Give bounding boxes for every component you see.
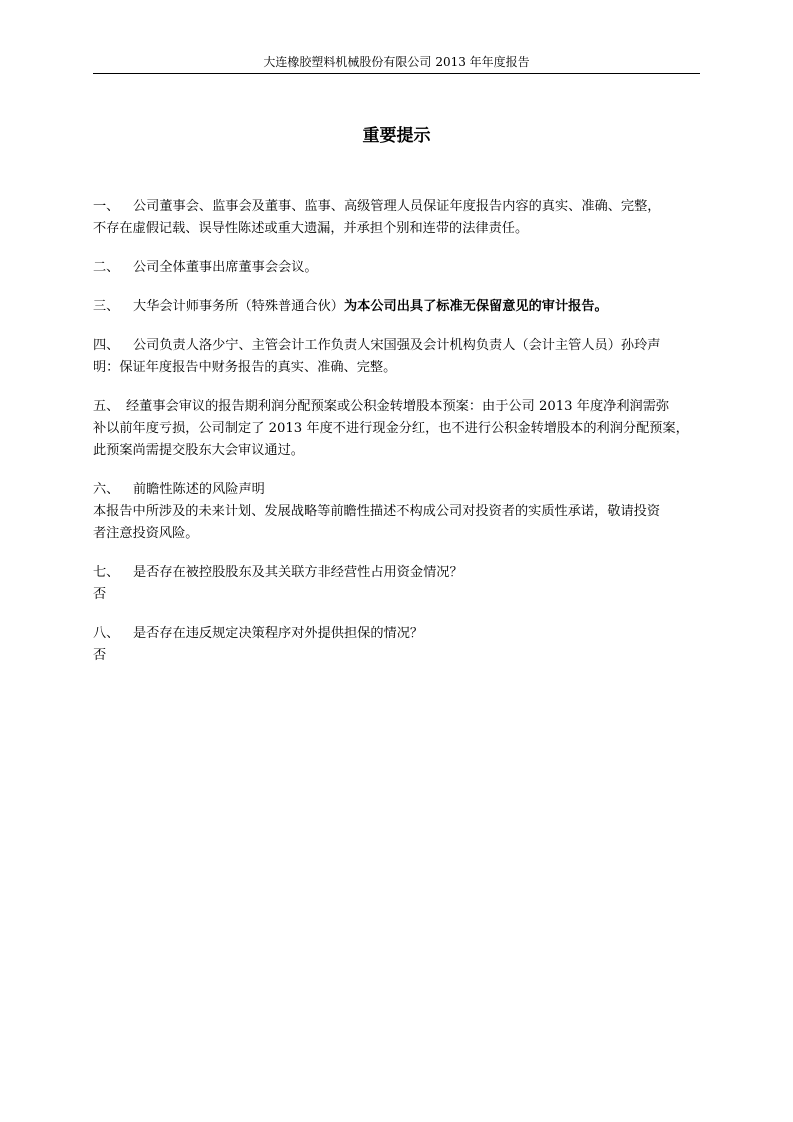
notice-item-7 <box>93 562 700 606</box>
item-text: 是否存在被控股股东及其关联方非经营性占用资金情况？ <box>133 565 463 580</box>
item-text-continued: 此预案尚需提交股东大会审议通过。 <box>93 443 304 458</box>
header-rule <box>93 73 700 74</box>
item-text-continued: 补以前年度亏损，公司制定了 2013 年度不进行现金分红，也不进行公积金转增股本的利润分配预案， <box>93 421 689 436</box>
page-header <box>93 54 700 70</box>
item-text-continued: 明：保证年度报告中财务报告的真实、准确、完整。 <box>93 360 397 375</box>
item-text: 经董事会审议的报告期利润分配预案或公积金转增股本预案：由于公司 2013 年度净利润需弥 <box>126 399 670 414</box>
item-text: 公司负责人洛少宁、主管会计工作负责人宋国强及会计机构负责人（会计主管人员）孙玲声 <box>133 338 661 353</box>
notice-list <box>93 196 700 684</box>
notice-item-2 <box>93 257 700 279</box>
item-number: 四、 <box>93 338 120 353</box>
item-answer: 否 <box>93 648 107 663</box>
item-text-continued: 不存在虚假记载、误导性陈述或重大遗漏，并承担个别和连带的法律责任。 <box>93 221 529 236</box>
notice-item-1 <box>93 196 700 240</box>
item-number: 七、 <box>93 565 120 580</box>
item-text-continued: 者注意投资风险。 <box>93 526 199 541</box>
item-number: 一、 <box>93 199 120 214</box>
item-number: 五、 <box>93 399 120 414</box>
header-report: 2013 年年度报告 <box>435 55 530 69</box>
notice-item-4 <box>93 335 700 379</box>
notice-item-3 <box>93 296 700 318</box>
item-answer: 否 <box>93 587 107 602</box>
item-text-continued: 本报告中所涉及的未来计划、发展战略等前瞻性描述不构成公司对投资者的实质性承诺，敬请投资 <box>93 504 661 519</box>
item-text: 公司董事会、监事会及董事、监事、高级管理人员保证年度报告内容的真实、准确、完整， <box>133 199 661 214</box>
notice-item-5 <box>93 396 700 462</box>
item-text: 公司全体董事出席董事会会议。 <box>133 260 318 275</box>
page-title: 重要提示 <box>362 126 431 146</box>
header-company: 大连橡胶塑料机械股份有限公司 <box>263 55 432 69</box>
item-text: 大华会计师事务所（特殊普通合伙） <box>133 299 344 314</box>
item-number: 二、 <box>93 260 120 275</box>
notice-item-8 <box>93 623 700 667</box>
item-text: 前瞻性陈述的风险声明 <box>133 482 265 497</box>
item-number: 三、 <box>93 299 120 314</box>
item-number: 八、 <box>93 626 120 641</box>
item-text: 是否存在违反规定决策程序对外提供担保的情况？ <box>133 626 424 641</box>
audit-opinion-text: 为本公司出具了标准无保留意见的审计报告。 <box>344 299 608 314</box>
notice-item-6 <box>93 479 700 545</box>
item-number: 六、 <box>93 482 120 497</box>
